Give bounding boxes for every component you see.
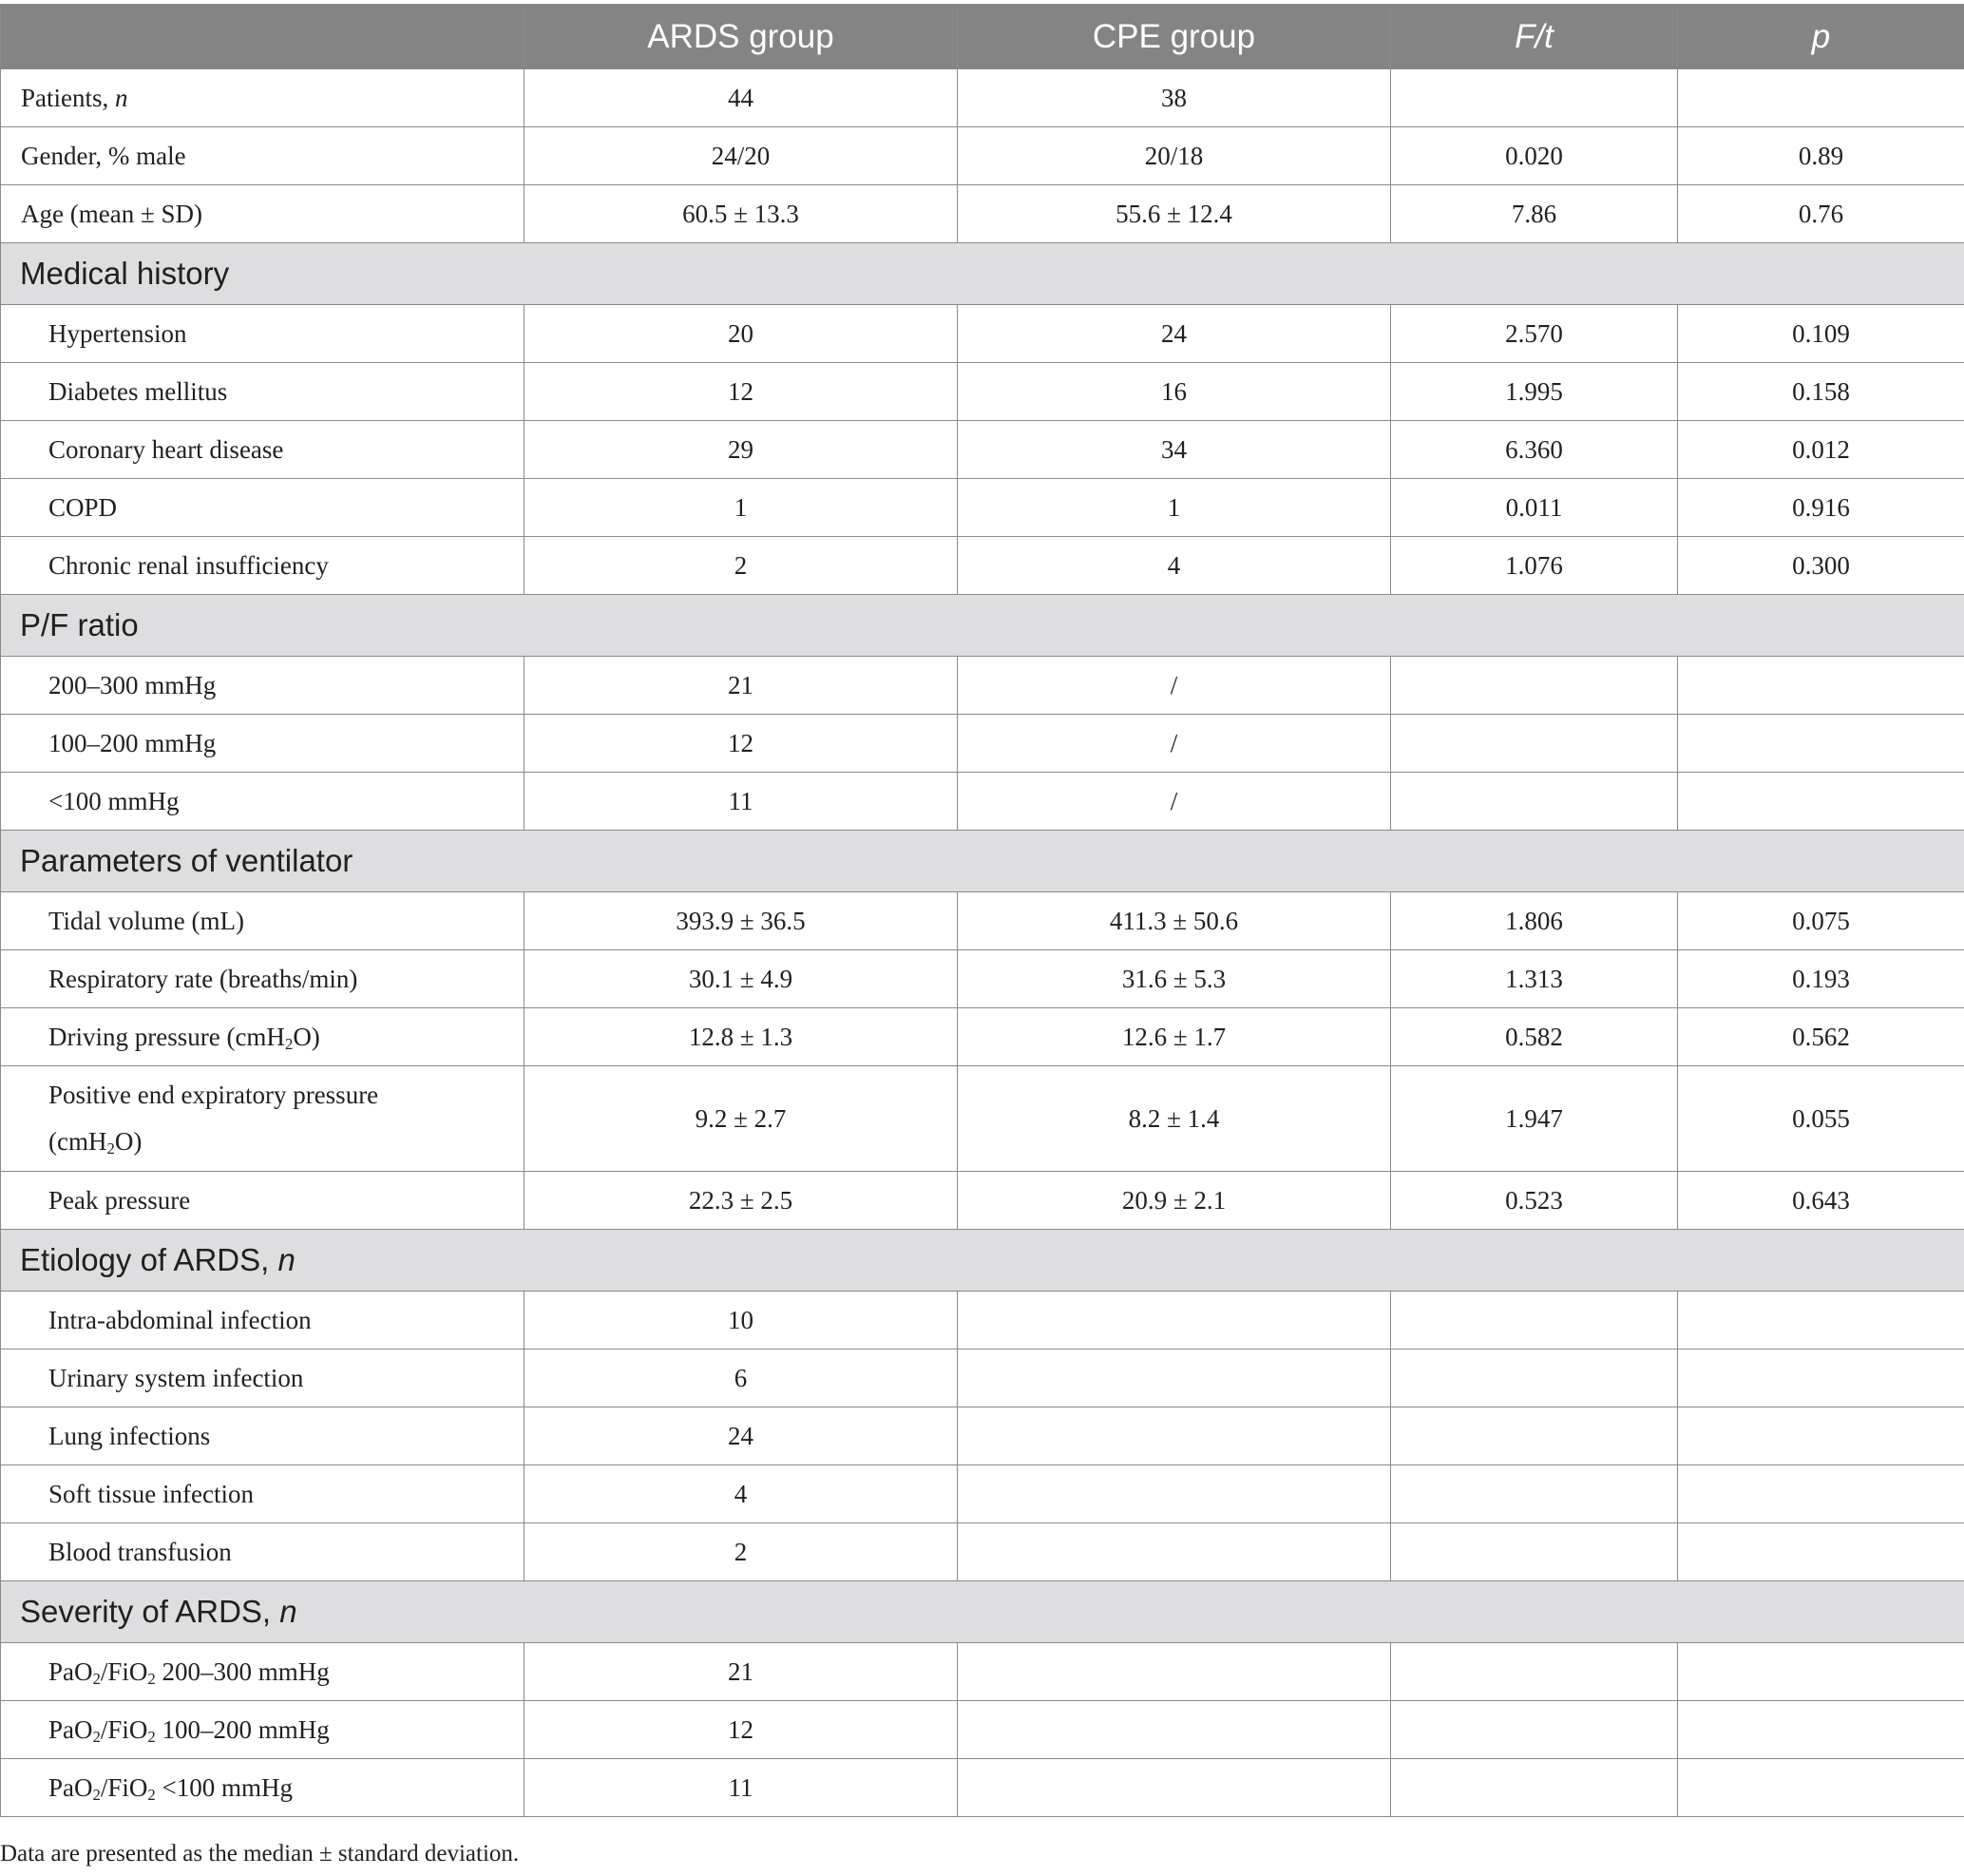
section-title: Parameters of ventilator	[1, 831, 1964, 892]
cell-p: 0.158	[1678, 363, 1964, 421]
cell-ft: 7.86	[1391, 185, 1678, 243]
cell-p	[1678, 1350, 1964, 1407]
cell-cpe	[958, 1523, 1391, 1581]
cell-ft	[1391, 1407, 1678, 1465]
cell-ft: 0.523	[1391, 1172, 1678, 1230]
cell-ft: 1.806	[1391, 892, 1678, 950]
section-header-row	[1, 243, 1964, 305]
header-row	[1, 5, 1964, 69]
cell-cpe: 20.9 ± 2.1	[958, 1172, 1391, 1230]
cell-ards: 11	[524, 773, 958, 831]
cell-ft	[1391, 1350, 1678, 1407]
cell-ft: 1.313	[1391, 950, 1678, 1008]
table-row	[1, 950, 1964, 1008]
cell-p	[1678, 657, 1964, 715]
row-label: 100–200 mmHg	[1, 715, 524, 773]
cell-cpe: /	[958, 657, 1391, 715]
row-label: COPD	[1, 479, 524, 537]
table-row	[1, 1465, 1964, 1523]
table-row	[1, 1701, 1964, 1759]
row-label: PaO$_2$/FiO$_2$ 200–300 mmHg	[1, 1643, 524, 1701]
section-title: Medical history	[1, 243, 1964, 305]
row-label: Positive end expiratory pressure (cmH$_2$O)	[1, 1066, 524, 1172]
cell-ft: 1.995	[1391, 363, 1678, 421]
row-label: Intra-abdominal infection	[1, 1292, 524, 1350]
cell-cpe	[958, 1643, 1391, 1701]
cell-p: 0.76	[1678, 185, 1964, 243]
cell-cpe: 31.6 ± 5.3	[958, 950, 1391, 1008]
cell-p	[1678, 1759, 1964, 1817]
section-title: Severity of ARDS, n	[1, 1581, 1964, 1643]
table-row	[1, 1172, 1964, 1230]
row-label: 200–300 mmHg	[1, 657, 524, 715]
cell-cpe: 38	[958, 69, 1391, 127]
cell-p: 0.055	[1678, 1066, 1964, 1172]
cell-p: 0.89	[1678, 127, 1964, 185]
cell-ft: 1.947	[1391, 1066, 1678, 1172]
cell-ards: 60.5 ± 13.3	[524, 185, 958, 243]
row-label: Respiratory rate (breaths/min)	[1, 950, 524, 1008]
header-cell-ft: F/t	[1391, 5, 1678, 69]
cell-ards: 9.2 ± 2.7	[524, 1066, 958, 1172]
header-cell-ards: ARDS group	[524, 5, 958, 69]
data-table	[0, 4, 1964, 1817]
row-label: Gender, % male	[1, 127, 524, 185]
cell-p	[1678, 1523, 1964, 1581]
table-row	[1, 479, 1964, 537]
cell-ards: 1	[524, 479, 958, 537]
cell-cpe: 24	[958, 305, 1391, 363]
cell-ards: 29	[524, 421, 958, 479]
cell-ards: 12.8 ± 1.3	[524, 1008, 958, 1066]
row-label: Lung infections	[1, 1407, 524, 1465]
table-row	[1, 1066, 1964, 1172]
row-label: Diabetes mellitus	[1, 363, 524, 421]
cell-cpe	[958, 1701, 1391, 1759]
cell-cpe: 8.2 ± 1.4	[958, 1066, 1391, 1172]
cell-cpe	[958, 1350, 1391, 1407]
cell-ft	[1391, 773, 1678, 831]
cell-ft: 0.020	[1391, 127, 1678, 185]
row-label: Peak pressure	[1, 1172, 524, 1230]
header-cell-p: p	[1678, 5, 1964, 69]
table-row	[1, 1759, 1964, 1817]
table-row	[1, 1292, 1964, 1350]
cell-ards: 22.3 ± 2.5	[524, 1172, 958, 1230]
section-title: Etiology of ARDS, n	[1, 1230, 1964, 1292]
cell-ards: 21	[524, 1643, 958, 1701]
cell-cpe: 411.3 ± 50.6	[958, 892, 1391, 950]
section-header-row	[1, 595, 1964, 657]
row-label: PaO$_2$/FiO$_2$ 100–200 mmHg	[1, 1701, 524, 1759]
row-label: Coronary heart disease	[1, 421, 524, 479]
cell-cpe	[958, 1292, 1391, 1350]
cell-ards: 30.1 ± 4.9	[524, 950, 958, 1008]
cell-ft: 0.582	[1391, 1008, 1678, 1066]
cell-cpe	[958, 1759, 1391, 1817]
cell-p: 0.012	[1678, 421, 1964, 479]
cell-p	[1678, 1643, 1964, 1701]
table-row	[1, 773, 1964, 831]
cell-p: 0.193	[1678, 950, 1964, 1008]
cell-p: 0.109	[1678, 305, 1964, 363]
row-label: Age (mean ± SD)	[1, 185, 524, 243]
table-footnote: Data are presented as the median ± standard deviation.	[0, 1841, 520, 1866]
cell-cpe: 20/18	[958, 127, 1391, 185]
table-row	[1, 892, 1964, 950]
table-row	[1, 421, 1964, 479]
row-label: Patients, n	[1, 69, 524, 127]
cell-ft: 0.011	[1391, 479, 1678, 537]
table-row	[1, 1407, 1964, 1465]
section-title: P/F ratio	[1, 595, 1964, 657]
table-row	[1, 185, 1964, 243]
cell-ft	[1391, 69, 1678, 127]
cell-ft	[1391, 657, 1678, 715]
row-label: Soft tissue infection	[1, 1465, 524, 1523]
cell-cpe	[958, 1465, 1391, 1523]
cell-ft: 1.076	[1391, 537, 1678, 595]
row-label: Blood transfusion	[1, 1523, 524, 1581]
cell-ards: 12	[524, 715, 958, 773]
row-label: <100 mmHg	[1, 773, 524, 831]
row-label: Tidal volume (mL)	[1, 892, 524, 950]
table-row	[1, 1523, 1964, 1581]
cell-ards: 2	[524, 1523, 958, 1581]
cell-ards: 2	[524, 537, 958, 595]
row-label: Hypertension	[1, 305, 524, 363]
table-row	[1, 69, 1964, 127]
cell-ards: 11	[524, 1759, 958, 1817]
cell-ards: 12	[524, 1701, 958, 1759]
table-row	[1, 657, 1964, 715]
cell-ards: 20	[524, 305, 958, 363]
cell-p	[1678, 1465, 1964, 1523]
table-row	[1, 305, 1964, 363]
cell-cpe	[958, 1407, 1391, 1465]
table-row	[1, 1008, 1964, 1066]
row-label: Chronic renal insufficiency	[1, 537, 524, 595]
cell-cpe: 34	[958, 421, 1391, 479]
cell-ards: 24/20	[524, 127, 958, 185]
table-row	[1, 127, 1964, 185]
cell-ards: 10	[524, 1292, 958, 1350]
cell-ards: 393.9 ± 36.5	[524, 892, 958, 950]
cell-ards: 6	[524, 1350, 958, 1407]
cell-cpe: /	[958, 773, 1391, 831]
cell-p	[1678, 1701, 1964, 1759]
cell-p: 0.643	[1678, 1172, 1964, 1230]
cell-ards: 21	[524, 657, 958, 715]
cell-cpe: 55.6 ± 12.4	[958, 185, 1391, 243]
cell-ft	[1391, 1523, 1678, 1581]
cell-p	[1678, 1292, 1964, 1350]
table-row	[1, 537, 1964, 595]
cell-ards: 44	[524, 69, 958, 127]
cell-ft: 6.360	[1391, 421, 1678, 479]
section-header-row	[1, 1230, 1964, 1292]
cell-cpe: /	[958, 715, 1391, 773]
cell-p	[1678, 773, 1964, 831]
cell-ft	[1391, 1465, 1678, 1523]
header-cell-cpe: CPE group	[958, 5, 1391, 69]
cell-p	[1678, 715, 1964, 773]
cell-p	[1678, 69, 1964, 127]
table-row	[1, 1643, 1964, 1701]
cell-cpe: 1	[958, 479, 1391, 537]
cell-ft	[1391, 1643, 1678, 1701]
cell-p	[1678, 1407, 1964, 1465]
cell-cpe: 16	[958, 363, 1391, 421]
header-cell-label	[1, 5, 524, 69]
cell-p: 0.075	[1678, 892, 1964, 950]
cell-ft	[1391, 1701, 1678, 1759]
row-label: Urinary system infection	[1, 1350, 524, 1407]
section-header-row	[1, 831, 1964, 892]
cell-p: 0.916	[1678, 479, 1964, 537]
cell-ft	[1391, 1292, 1678, 1350]
cell-ft	[1391, 1759, 1678, 1817]
cell-cpe: 4	[958, 537, 1391, 595]
table-row	[1, 1350, 1964, 1407]
cell-cpe: 12.6 ± 1.7	[958, 1008, 1391, 1066]
cell-p: 0.562	[1678, 1008, 1964, 1066]
table-row	[1, 715, 1964, 773]
cell-ft: 2.570	[1391, 305, 1678, 363]
cell-p: 0.300	[1678, 537, 1964, 595]
row-label: PaO$_2$/FiO$_2$ <100 mmHg	[1, 1759, 524, 1817]
cell-ards: 4	[524, 1465, 958, 1523]
table-row	[1, 363, 1964, 421]
table-body	[1, 69, 1964, 1817]
cell-ft	[1391, 715, 1678, 773]
cell-ards: 24	[524, 1407, 958, 1465]
cell-ards: 12	[524, 363, 958, 421]
row-label: Driving pressure (cmH$_2$O)	[1, 1008, 524, 1066]
section-header-row	[1, 1581, 1964, 1643]
